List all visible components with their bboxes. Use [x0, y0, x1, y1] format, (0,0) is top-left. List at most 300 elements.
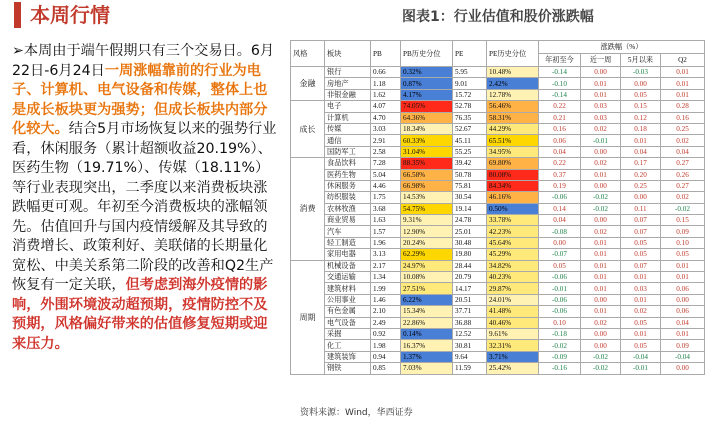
pb-percentile-cell: 66.58% [401, 169, 453, 180]
sector-cell: 非银金融 [325, 89, 371, 100]
table-row [291, 340, 705, 351]
header-sector: 板块 [325, 41, 371, 67]
title-accent-bar [14, 2, 21, 28]
pb-percentile-cell: 4.17% [401, 89, 453, 100]
change-may-cell: 0.05 [621, 249, 661, 260]
table-row [291, 135, 705, 146]
change-q2-cell: 0.16 [661, 112, 705, 123]
pe-cell: 30.81 [453, 340, 487, 351]
change-week-cell: 0.01 [581, 272, 621, 283]
commentary-p1-highlight: 一周涨幅靠前的行业为电子、计算机、电气设备和传媒，整体上也是成长板块更为强势；但成长板块内部分化较大。 [12, 62, 268, 137]
table-row [291, 260, 705, 271]
table-row [291, 123, 705, 134]
pe-percentile-cell: 56.46% [487, 101, 539, 112]
change-ytd-cell: -0.06 [539, 192, 581, 203]
change-ytd-cell: -0.06 [539, 306, 581, 317]
sector-cell: 食品饮料 [325, 158, 371, 169]
change-ytd-cell: -0.02 [539, 340, 581, 351]
pb-cell: 5.04 [371, 169, 401, 180]
change-q2-cell: 0.27 [661, 180, 705, 191]
change-week-cell: 0.01 [581, 237, 621, 248]
change-q2-cell: 0.01 [661, 67, 705, 78]
sector-cell: 公用事业 [325, 294, 371, 305]
change-q2-cell: 0.10 [661, 237, 705, 248]
change-q2-cell: -0.04 [661, 351, 705, 362]
change-ytd-cell: 0.04 [539, 215, 581, 226]
pb-percentile-cell: 0.87% [401, 78, 453, 89]
pe-cell: 24.78 [453, 215, 487, 226]
table-row [291, 306, 705, 317]
pb-percentile-cell: 66.98% [401, 180, 453, 191]
table-row [291, 363, 705, 374]
change-may-cell: 0.05 [621, 317, 661, 328]
pb-cell: 1.98 [371, 340, 401, 351]
pe-cell: 39.42 [453, 158, 487, 169]
pb-percentile-cell: 0.14% [401, 328, 453, 339]
change-week-cell: 0.03 [581, 101, 621, 112]
change-q2-cell: 0.09 [661, 340, 705, 351]
table-row [291, 192, 705, 203]
sector-cell: 汽车 [325, 226, 371, 237]
change-week-cell: 0.01 [581, 249, 621, 260]
pb-cell: 1.96 [371, 237, 401, 248]
pb-cell: 4.46 [371, 180, 401, 191]
pe-percentile-cell: 40.46% [487, 317, 539, 328]
commentary-text [12, 42, 278, 354]
pb-percentile-cell: 10.08% [401, 272, 453, 283]
change-may-cell: 0.03 [621, 283, 661, 294]
table-row [291, 67, 705, 78]
commentary-p2: 结合5月市场恢复以来的强势行业看，休闲服务（累计超额收益20.19%）、医药生物（19.71%）、传媒（18.11%）等行业表现突出，二季度以来消费板块涨跌幅更可观。年初至今消费板块的涨幅领先。估值回升与国内疫情缓解及其导致的消费增长、政策利好、美联储的长期量化宽松、中美关系第二阶段的改善和Q2生产恢复有一定关联， [12, 121, 277, 293]
sector-cell: 计算机 [325, 112, 371, 123]
bullet-arrow-icon: ➢ [12, 43, 24, 59]
pb-percentile-cell: 0.32% [401, 67, 453, 78]
pb-percentile-cell: 88.35% [401, 158, 453, 169]
change-q2-cell: 0.26 [661, 169, 705, 180]
change-may-cell: 0.01 [621, 272, 661, 283]
pe-cell: 75.81 [453, 180, 487, 191]
change-may-cell: 0.05 [621, 89, 661, 100]
change-q2-cell: 0.09 [661, 226, 705, 237]
header-change: 涨跌幅（%） [539, 41, 705, 54]
pe-percentile-cell: 58.31% [487, 112, 539, 123]
pb-percentile-cell: 6.22% [401, 294, 453, 305]
pb-percentile-cell: 7.03% [401, 363, 453, 374]
sector-cell: 农林牧渔 [325, 203, 371, 214]
pe-percentile-cell: 3.71% [487, 351, 539, 362]
change-ytd-cell: 0.10 [539, 317, 581, 328]
pb-cell: 0.85 [371, 363, 401, 374]
change-may-cell: -0.03 [621, 67, 661, 78]
sector-cell: 传媒 [325, 123, 371, 134]
change-week-cell: 0.00 [581, 180, 621, 191]
change-may-cell: 0.01 [621, 135, 661, 146]
pe-percentile-cell: 2.42% [487, 78, 539, 89]
pe-percentile-cell: 65.51% [487, 135, 539, 146]
pb-cell: 1.18 [371, 78, 401, 89]
change-week-cell: 0.00 [581, 215, 621, 226]
sector-cell: 轻工制造 [325, 237, 371, 248]
change-q2-cell: 0.15 [661, 215, 705, 226]
change-ytd-cell: 0.04 [539, 146, 581, 157]
sector-cell: 医药生物 [325, 169, 371, 180]
pe-percentile-cell: 34.95% [487, 146, 539, 157]
pb-percentile-cell: 15.34% [401, 306, 453, 317]
change-ytd-cell: -0.06 [539, 272, 581, 283]
pe-cell: 36.88 [453, 317, 487, 328]
pe-percentile-cell: 0.50% [487, 203, 539, 214]
sector-cell: 采掘 [325, 328, 371, 339]
valuation-table [290, 40, 705, 375]
table-row [291, 112, 705, 123]
change-may-cell: 0.01 [621, 328, 661, 339]
change-may-cell: 0.00 [621, 192, 661, 203]
style-group-cell: 金融 [291, 67, 325, 101]
change-may-cell: 0.11 [621, 203, 661, 214]
page-title: 本周行情 [30, 3, 110, 27]
pe-cell: 76.35 [453, 112, 487, 123]
change-ytd-cell: -0.16 [539, 363, 581, 374]
change-q2-cell: 0.01 [661, 260, 705, 271]
style-group-cell: 消费 [291, 158, 325, 261]
sector-cell: 电子 [325, 101, 371, 112]
pb-cell: 1.57 [371, 226, 401, 237]
pe-percentile-cell: 32.31% [487, 340, 539, 351]
pe-cell: 37.71 [453, 306, 487, 317]
change-may-cell: 0.07 [621, 260, 661, 271]
pe-percentile-cell: 41.48% [487, 306, 539, 317]
pe-percentile-cell: 46.16% [487, 192, 539, 203]
change-week-cell: 0.00 [581, 294, 621, 305]
subheader-since-may: 5月以来 [621, 54, 661, 67]
header-style: 风格 [291, 41, 325, 67]
table-row [291, 215, 705, 226]
pb-percentile-cell: 27.51% [401, 283, 453, 294]
table-row [291, 317, 705, 328]
pe-percentile-cell: 12.78% [487, 89, 539, 100]
commentary-p1: 本周由于端午假期只有三个交易日。6月22日-6月24日 [12, 43, 275, 79]
pe-cell: 11.59 [453, 363, 487, 374]
pe-cell: 5.95 [453, 67, 487, 78]
pb-percentile-cell: 14.53% [401, 192, 453, 203]
pb-cell: 1.99 [371, 283, 401, 294]
change-q2-cell: 0.28 [661, 101, 705, 112]
pe-percentile-cell: 10.48% [487, 67, 539, 78]
pb-percentile-cell: 24.97% [401, 260, 453, 271]
sector-cell: 机械设备 [325, 260, 371, 271]
change-week-cell: -0.02 [581, 363, 621, 374]
pb-percentile-cell: 74.05% [401, 101, 453, 112]
pb-cell: 2.10 [371, 306, 401, 317]
pe-percentile-cell: 40.23% [487, 272, 539, 283]
change-may-cell: 0.18 [621, 123, 661, 134]
table-row [291, 294, 705, 305]
table-row [291, 203, 705, 214]
pb-percentile-cell: 31.04% [401, 146, 453, 157]
figure-title: 图表1：行业估值和股价涨跌幅 [402, 9, 594, 25]
pb-cell: 3.13 [371, 249, 401, 260]
pe-cell: 20.79 [453, 272, 487, 283]
change-week-cell: -0.02 [581, 192, 621, 203]
change-q2-cell: 0.00 [661, 294, 705, 305]
pb-cell: 2.58 [371, 146, 401, 157]
pb-percentile-cell: 12.90% [401, 226, 453, 237]
pe-cell: 52.78 [453, 101, 487, 112]
pe-cell: 12.52 [453, 328, 487, 339]
change-q2-cell: 0.05 [661, 249, 705, 260]
pe-percentile-cell: 33.78% [487, 215, 539, 226]
change-q2-cell: 0.01 [661, 272, 705, 283]
pe-cell: 28.44 [453, 260, 487, 271]
pe-cell: 20.51 [453, 294, 487, 305]
sector-cell: 钢铁 [325, 363, 371, 374]
pe-cell: 45.11 [453, 135, 487, 146]
pb-cell: 2.91 [371, 135, 401, 146]
pb-cell: 0.66 [371, 67, 401, 78]
table-row [291, 283, 705, 294]
change-ytd-cell: 0.19 [539, 180, 581, 191]
table-row [291, 328, 705, 339]
sector-cell: 交通运输 [325, 272, 371, 283]
change-q2-cell: 0.01 [661, 89, 705, 100]
change-may-cell: 0.00 [621, 78, 661, 89]
subheader-ytd: 年初至今 [539, 54, 581, 67]
table-row [291, 101, 705, 112]
pe-percentile-cell: 69.80% [487, 158, 539, 169]
pe-percentile-cell: 42.23% [487, 226, 539, 237]
sector-cell: 化工 [325, 340, 371, 351]
pe-cell: 19.14 [453, 203, 487, 214]
table-row [291, 226, 705, 237]
pe-percentile-cell: 29.87% [487, 283, 539, 294]
pe-percentile-cell: 45.64% [487, 237, 539, 248]
pe-cell: 9.01 [453, 78, 487, 89]
pb-percentile-cell: 9.31% [401, 215, 453, 226]
pb-cell: 0.94 [371, 351, 401, 362]
sector-cell: 房地产 [325, 78, 371, 89]
sector-cell: 通信 [325, 135, 371, 146]
change-may-cell: 0.02 [621, 306, 661, 317]
change-q2-cell: 0.06 [661, 306, 705, 317]
change-week-cell: -0.01 [581, 135, 621, 146]
table-row [291, 146, 705, 157]
pe-percentile-cell: 44.29% [487, 123, 539, 134]
sector-cell: 纺织服装 [325, 192, 371, 203]
change-may-cell: 0.05 [621, 340, 661, 351]
change-ytd-cell: -0.18 [539, 328, 581, 339]
pe-cell: 50.78 [453, 169, 487, 180]
change-week-cell: 0.00 [581, 340, 621, 351]
change-may-cell: -0.04 [621, 351, 661, 362]
pb-percentile-cell: 64.36% [401, 112, 453, 123]
pb-percentile-cell: 54.75% [401, 203, 453, 214]
change-week-cell: 0.01 [581, 283, 621, 294]
table-row [291, 249, 705, 260]
change-ytd-cell: 0.16 [539, 123, 581, 134]
pe-percentile-cell: 84.34% [487, 180, 539, 191]
change-q2-cell: 0.06 [661, 283, 705, 294]
pb-percentile-cell: 60.33% [401, 135, 453, 146]
change-week-cell: 0.00 [581, 67, 621, 78]
change-ytd-cell: 0.06 [539, 135, 581, 146]
header-pb-percentile: PB历史分位 [401, 41, 453, 67]
change-may-cell: 0.05 [621, 237, 661, 248]
change-ytd-cell: 0.05 [539, 260, 581, 271]
sector-cell: 银行 [325, 67, 371, 78]
change-week-cell: -0.02 [581, 351, 621, 362]
pb-cell: 4.70 [371, 112, 401, 123]
pb-cell: 1.62 [371, 89, 401, 100]
pb-cell: 1.46 [371, 294, 401, 305]
pb-cell: 2.17 [371, 260, 401, 271]
table-body [291, 67, 705, 375]
change-may-cell: 0.04 [621, 146, 661, 157]
change-week-cell: 0.01 [581, 169, 621, 180]
sector-cell: 商业贸易 [325, 215, 371, 226]
change-q2-cell: 0.01 [661, 78, 705, 89]
change-week-cell: 0.02 [581, 317, 621, 328]
change-week-cell: 0.02 [581, 123, 621, 134]
table-row [291, 78, 705, 89]
change-ytd-cell: 0.37 [539, 169, 581, 180]
change-week-cell: 0.01 [581, 78, 621, 89]
title-bar [0, 0, 720, 34]
change-may-cell: 0.01 [621, 294, 661, 305]
commentary-p3-highlight: 但考虑到海外疫情的影响，外围环境波动超预期，疫情防控不及预期，风格偏好带来的估值修复短期或迎来压力。 [12, 277, 268, 352]
header-pb: PB [371, 41, 401, 67]
pe-cell: 14.17 [453, 283, 487, 294]
change-ytd-cell: 0.21 [539, 112, 581, 123]
valuation-table-container [290, 40, 704, 375]
table-row [291, 237, 705, 248]
pe-percentile-cell: 25.42% [487, 363, 539, 374]
sector-cell: 建筑装饰 [325, 351, 371, 362]
header-pe-percentile: PE历史分位 [487, 41, 539, 67]
pb-percentile-cell: 20.24% [401, 237, 453, 248]
change-ytd-cell: -0.07 [539, 249, 581, 260]
pb-percentile-cell: 18.34% [401, 123, 453, 134]
pb-percentile-cell: 62.29% [401, 249, 453, 260]
pb-cell: 3.68 [371, 203, 401, 214]
pe-percentile-cell: 45.29% [487, 249, 539, 260]
change-ytd-cell: -0.14 [539, 67, 581, 78]
change-q2-cell: 0.25 [661, 123, 705, 134]
sector-cell: 电气设备 [325, 317, 371, 328]
change-week-cell: 0.02 [581, 158, 621, 169]
style-group-cell: 成长 [291, 101, 325, 158]
source-note: 资料来源：Wind，华西证券 [300, 408, 413, 418]
table-row [291, 89, 705, 100]
change-week-cell: 0.03 [581, 112, 621, 123]
change-may-cell: -0.01 [621, 363, 661, 374]
change-ytd-cell: 0.22 [539, 101, 581, 112]
pe-cell: 55.25 [453, 146, 487, 157]
pe-cell: 15.72 [453, 89, 487, 100]
style-group-cell: 周期 [291, 260, 325, 374]
table-row [291, 169, 705, 180]
pe-cell: 19.80 [453, 249, 487, 260]
change-ytd-cell: -0.06 [539, 294, 581, 305]
change-may-cell: 0.20 [621, 169, 661, 180]
change-may-cell: 0.17 [621, 158, 661, 169]
pe-cell: 25.01 [453, 226, 487, 237]
subheader-week: 近一周 [581, 54, 621, 67]
pe-percentile-cell: 9.61% [487, 328, 539, 339]
change-may-cell: 0.25 [621, 180, 661, 191]
sector-cell: 休闲服务 [325, 180, 371, 191]
pb-cell: 4.07 [371, 101, 401, 112]
change-ytd-cell: 0.14 [539, 203, 581, 214]
pe-cell: 30.48 [453, 237, 487, 248]
pe-cell: 30.54 [453, 192, 487, 203]
change-q2-cell: 0.00 [661, 363, 705, 374]
change-q2-cell: -0.02 [661, 203, 705, 214]
change-week-cell: 0.01 [581, 306, 621, 317]
change-week-cell: 0.00 [581, 146, 621, 157]
change-may-cell: 0.12 [621, 112, 661, 123]
pe-cell: 9.64 [453, 351, 487, 362]
table-header-row [291, 41, 705, 54]
change-may-cell: 0.07 [621, 215, 661, 226]
change-q2-cell: 0.02 [661, 192, 705, 203]
pb-cell: 3.03 [371, 123, 401, 134]
sector-cell: 有色金属 [325, 306, 371, 317]
sector-cell: 国防军工 [325, 146, 371, 157]
pb-cell: 0.92 [371, 328, 401, 339]
change-may-cell: 0.15 [621, 101, 661, 112]
pb-percentile-cell: 22.86% [401, 317, 453, 328]
change-week-cell: 0.02 [581, 226, 621, 237]
change-may-cell: 0.07 [621, 226, 661, 237]
change-week-cell: 0.00 [581, 328, 621, 339]
pe-percentile-cell: 34.82% [487, 260, 539, 271]
pe-percentile-cell: 80.08% [487, 169, 539, 180]
table-row [291, 351, 705, 362]
pb-cell: 1.75 [371, 192, 401, 203]
change-q2-cell: 0.27 [661, 158, 705, 169]
pb-cell: 7.28 [371, 158, 401, 169]
change-q2-cell: 0.04 [661, 146, 705, 157]
change-ytd-cell: -0.10 [539, 78, 581, 89]
change-week-cell: -0.02 [581, 203, 621, 214]
change-ytd-cell: -0.01 [539, 283, 581, 294]
pb-cell: 1.63 [371, 215, 401, 226]
pb-cell: 2.49 [371, 317, 401, 328]
change-ytd-cell: -0.08 [539, 226, 581, 237]
subheader-q2: Q2 [661, 54, 705, 67]
change-q2-cell: 0.02 [661, 135, 705, 146]
table-row [291, 158, 705, 169]
table-row [291, 272, 705, 283]
change-week-cell: 0.01 [581, 260, 621, 271]
change-ytd-cell: -0.09 [539, 351, 581, 362]
pe-percentile-cell: 24.01% [487, 294, 539, 305]
change-q2-cell: 0.01 [661, 328, 705, 339]
pb-percentile-cell: 16.37% [401, 340, 453, 351]
change-ytd-cell: 0.22 [539, 158, 581, 169]
table-row [291, 180, 705, 191]
change-ytd-cell: -0.14 [539, 89, 581, 100]
change-q2-cell: 0.04 [661, 317, 705, 328]
pb-percentile-cell: 1.37% [401, 351, 453, 362]
pe-cell: 52.67 [453, 123, 487, 134]
sector-cell: 建筑材料 [325, 283, 371, 294]
sector-cell: 家用电器 [325, 249, 371, 260]
header-pe: PE [453, 41, 487, 67]
change-ytd-cell: 0.00 [539, 237, 581, 248]
pb-cell: 1.34 [371, 272, 401, 283]
change-week-cell: 0.01 [581, 89, 621, 100]
